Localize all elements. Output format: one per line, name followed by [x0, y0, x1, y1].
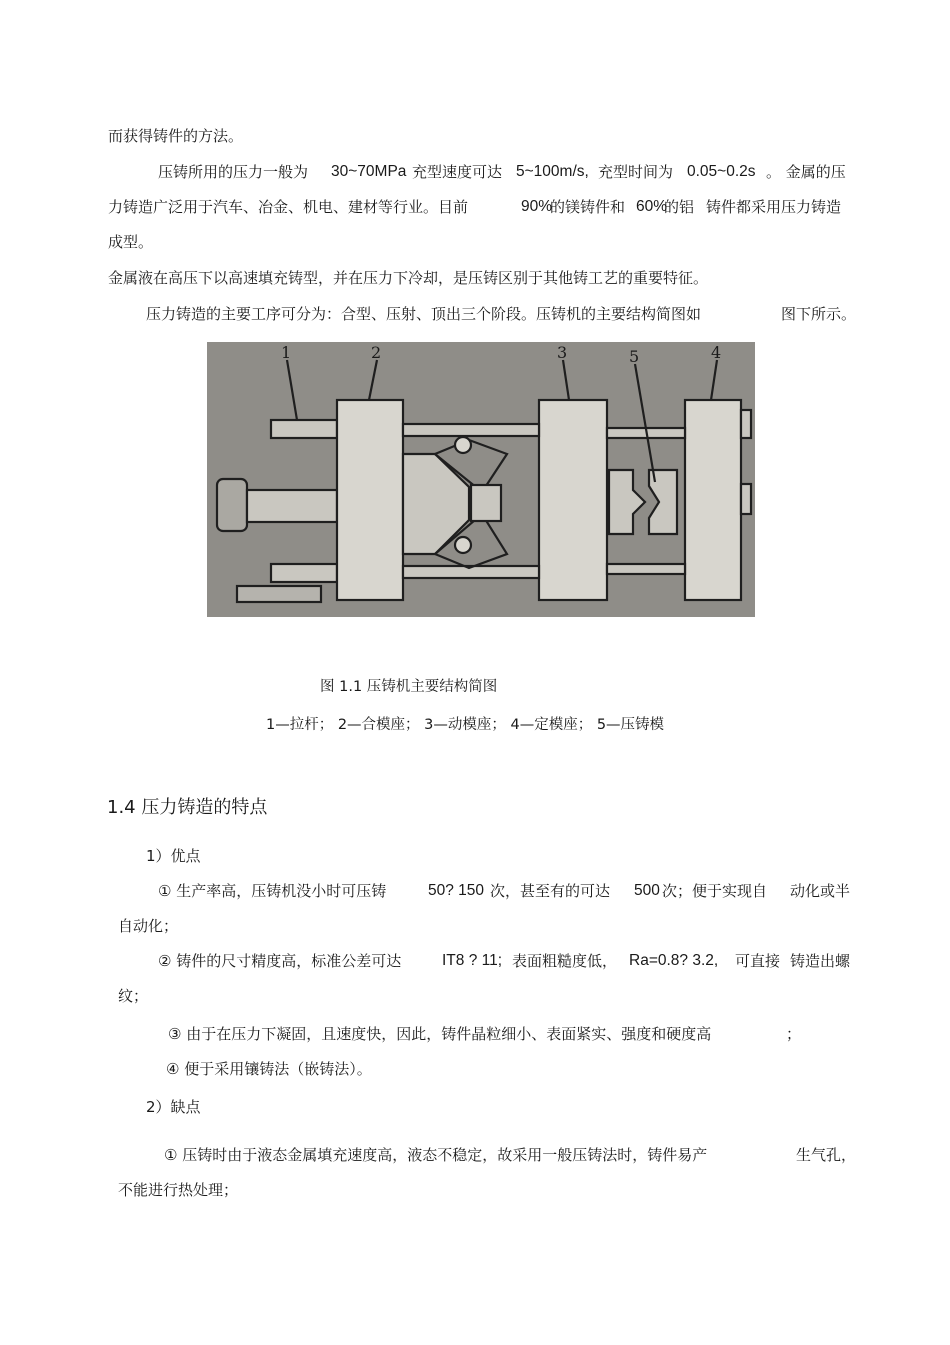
pivot	[455, 437, 471, 453]
list-item: 次；便于实现自	[662, 882, 768, 900]
frame-top	[403, 424, 539, 436]
value: IT8 ? 11;	[442, 952, 503, 969]
platen-4	[685, 400, 741, 600]
list-item: 生气孔，	[796, 1146, 857, 1164]
para-text: 的铝	[664, 198, 695, 216]
list-item: ④ 便于采用镶铸法（嵌铸法）。	[166, 1060, 372, 1078]
rod-end-top	[741, 410, 751, 438]
value-mg: 90%	[521, 198, 553, 215]
list-item: ；	[786, 1025, 802, 1043]
list-item: 动化或半	[790, 882, 851, 900]
para-text: 铸件都采用压力铸造	[706, 198, 842, 216]
para-text: 力铸造广泛用于汽车、冶金、机电、建材等行业。目前	[108, 198, 469, 216]
section-heading: 1.4 压力铸造的特点	[107, 797, 268, 818]
crosshead	[471, 485, 501, 521]
list-item: 纹；	[118, 987, 149, 1005]
figure-label: 5	[629, 347, 640, 366]
para-text: 而获得铸件的方法。	[108, 127, 244, 145]
line-p1	[108, 126, 243, 146]
cylinder-body	[247, 490, 337, 522]
value: Ra=0.8? 3.2,	[629, 952, 719, 969]
line-p2	[158, 162, 308, 182]
list-item: ① 生产率高，压铸机没小时可压铸	[158, 882, 387, 900]
figure-label: 4	[711, 343, 722, 362]
platen-3	[539, 400, 607, 600]
para-text: 成型。	[108, 233, 154, 251]
list-item: ② 铸件的尺寸精度高，标准公差可达	[158, 952, 402, 970]
figure-label: 1	[281, 343, 292, 362]
die-casting-machine-figure	[207, 342, 755, 617]
rod-end-bottom	[741, 484, 751, 514]
list-item: 次，甚至有的可达	[490, 882, 611, 900]
machine-base	[237, 586, 321, 602]
value-pressure: 30~70MPa	[331, 163, 407, 180]
figure-caption: 图 1.1 压铸机主要结构简图	[320, 679, 498, 695]
para-text: 金属液在高压下以高速填充铸型，并在压力下冷却，是压铸区别于其他铸工艺的重要特征。	[108, 269, 709, 287]
value-speed: 5~100m/s,	[516, 163, 589, 180]
para-text: 的镁铸件和	[550, 198, 626, 216]
para-text: 充型时间为	[598, 163, 674, 181]
figure-label: 3	[557, 343, 568, 362]
value: 50? 150	[428, 882, 485, 899]
para-text: 图下所示。	[781, 305, 857, 323]
cylinder-cap	[217, 479, 247, 531]
para-text: 。 金属的压	[766, 163, 846, 181]
list-item: 自动化；	[118, 917, 179, 935]
para-text: 压铸所用的压力一般为	[158, 163, 309, 181]
figure-legend: 1—拉杆； 2—合模座； 3—动模座； 4—定模座； 5—压铸模	[266, 717, 665, 733]
pivot	[455, 537, 471, 553]
value: 500	[634, 882, 660, 899]
list-item: ① 压铸时由于液态金属填充速度高，液态不稳定，故采用一般压铸法时，铸件易产	[164, 1146, 708, 1164]
para-text: 压力铸造的主要工序可分为：合型、压射、顶出三个阶段。压铸机的主要结构简图如	[146, 305, 702, 323]
value-time: 0.05~0.2s	[687, 163, 756, 180]
list-item: 表面粗糙度低，	[512, 952, 618, 970]
list-item: 铸造出螺	[790, 952, 851, 970]
disadvantages-title: 2）缺点	[146, 1098, 201, 1116]
tie-rod-right-bottom	[607, 564, 685, 574]
platen-2	[337, 400, 403, 600]
tie-rod-left-bottom	[271, 564, 337, 582]
advantages-title: 1）优点	[146, 847, 201, 865]
list-item: ③ 由于在压力下凝固，且速度快，因此，铸件晶粒细小、表面紧实、强度和硬度高	[168, 1025, 712, 1043]
para-text: 充型速度可达	[412, 163, 503, 181]
tie-rod-left-top	[271, 420, 337, 438]
figure-label: 2	[371, 343, 382, 362]
list-item: 可直接	[735, 952, 781, 970]
list-item: 不能进行热处理；	[118, 1181, 239, 1199]
value-al: 60%	[636, 198, 668, 215]
